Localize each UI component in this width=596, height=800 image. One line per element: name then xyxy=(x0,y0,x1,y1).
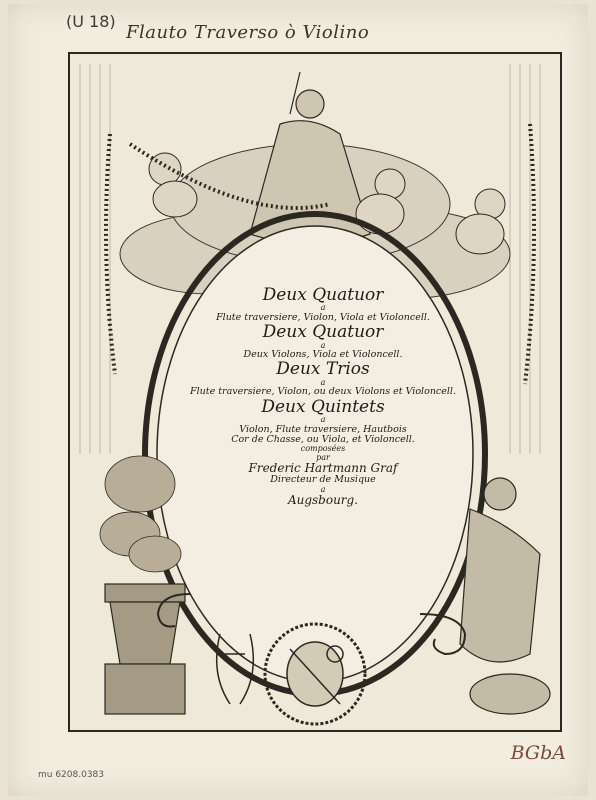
title-line-8: a xyxy=(320,377,326,387)
title-line-6: Deux Violons, Viola et Violoncell. xyxy=(243,349,403,361)
title-line-15: par xyxy=(316,452,330,462)
library-ownership-stamp: BGbA xyxy=(510,742,566,764)
title-line-13: Cor de Chasse, ou Viola, et Violoncell. xyxy=(231,433,415,445)
title-line-9: Flute traversiere, Violon, ou deux Violons et Violoncell. xyxy=(190,386,456,398)
title-line-17: Directeur de Musique xyxy=(270,474,376,486)
title-line-16: Frederic Hartmann Graf xyxy=(248,461,398,476)
title-line-4: Deux Quatuor xyxy=(262,322,384,343)
title-line-10: Deux Quintets xyxy=(261,396,385,417)
title-line-14: composées xyxy=(300,444,346,454)
title-line-1: Deux Quatuor xyxy=(262,285,384,305)
title-line-12: Violon, Flute traversiere, Hautbois xyxy=(239,423,407,435)
title-line-2: a xyxy=(320,303,326,313)
title-text-block xyxy=(178,286,468,507)
title-line-5: a xyxy=(320,340,326,350)
title-page xyxy=(8,4,588,796)
title-line-19: Augsbourg. xyxy=(287,493,359,508)
title-line-3: Flute traversiere, Violon, Viola et Violoncell. xyxy=(216,311,430,323)
library-number-stamp: mu 6208.0383 xyxy=(38,770,105,780)
manuscript-instrument-note: Flauto Traverso ò Violino xyxy=(126,22,370,43)
title-line-11: a xyxy=(320,415,326,425)
title-line-7: Deux Trios xyxy=(276,359,370,380)
shelfmark-top-left: (U 18) xyxy=(66,12,116,31)
title-line-18: a xyxy=(320,484,326,494)
